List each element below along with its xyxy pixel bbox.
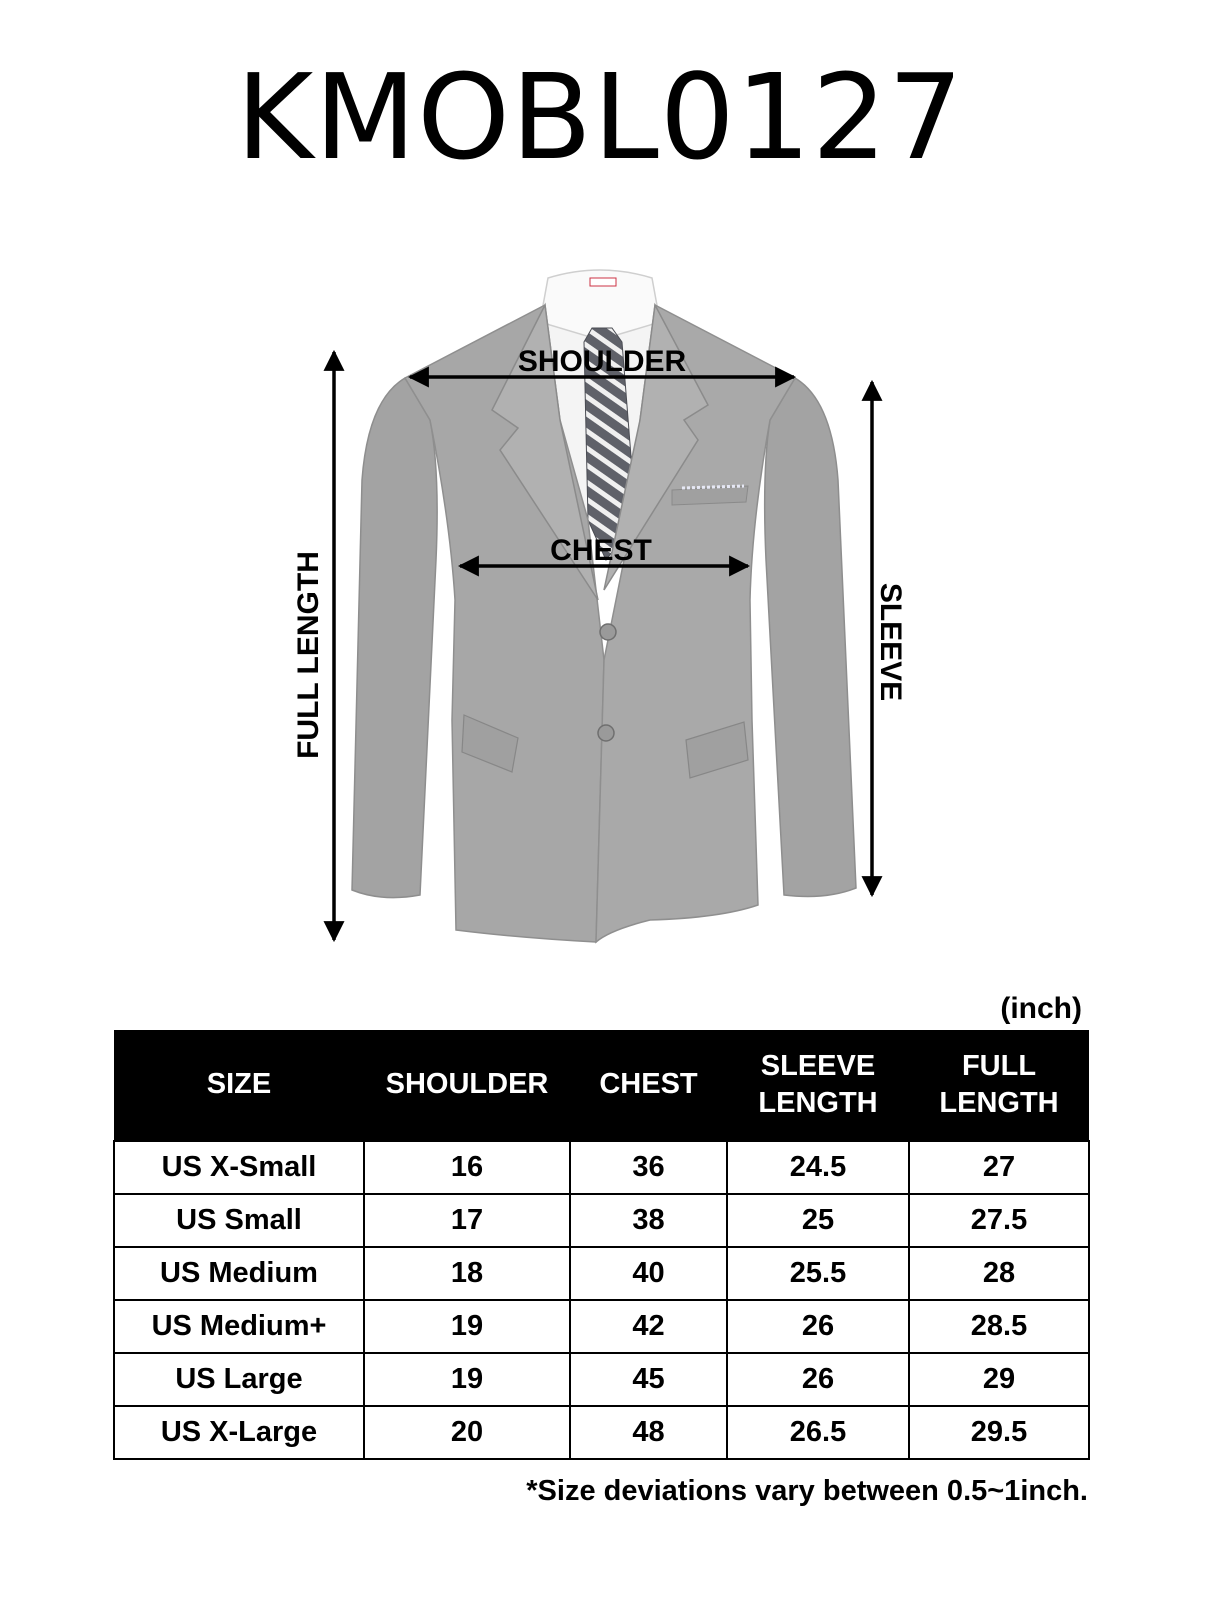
header-sleeve-length-text: SLEEVE LENGTH [758, 1049, 878, 1119]
cell-chest: 42 [570, 1300, 727, 1353]
cell-size: US X-Large [114, 1406, 364, 1459]
cell-size: US Large [114, 1353, 364, 1406]
cell-shoulder: 19 [364, 1353, 570, 1406]
cell-sleeve-length: 25 [727, 1194, 909, 1247]
header-sleeve-length [727, 1030, 909, 1141]
cell-full-length: 29.5 [909, 1406, 1089, 1459]
cell-chest: 45 [570, 1353, 727, 1406]
jacket-button-bottom [598, 725, 614, 741]
cell-full-length: 28 [909, 1247, 1089, 1300]
header-shoulder: SHOULDER [364, 1030, 570, 1141]
cell-full-length: 29 [909, 1353, 1089, 1406]
cell-shoulder: 17 [364, 1194, 570, 1247]
cell-size: US Small [114, 1194, 364, 1247]
header-chest: CHEST [570, 1030, 727, 1141]
table-header-row [114, 1030, 1089, 1141]
cell-shoulder: 19 [364, 1300, 570, 1353]
right-sleeve [765, 378, 856, 896]
cell-size: US Medium [114, 1247, 364, 1300]
cell-shoulder: 16 [364, 1141, 570, 1194]
cell-full-length: 27.5 [909, 1194, 1089, 1247]
cell-chest: 40 [570, 1247, 727, 1300]
shoulder-label: SHOULDER [517, 345, 687, 378]
table-row [114, 1141, 1089, 1194]
cell-shoulder: 18 [364, 1247, 570, 1300]
cell-chest: 38 [570, 1194, 727, 1247]
size-chart-table [113, 1030, 1090, 1460]
jacket-button-top [600, 624, 616, 640]
cell-sleeve-length: 25.5 [727, 1247, 909, 1300]
cell-chest: 48 [570, 1406, 727, 1459]
table-row [114, 1194, 1089, 1247]
table-row [114, 1300, 1089, 1353]
chest-label: CHEST [550, 534, 652, 567]
cell-full-length: 28.5 [909, 1300, 1089, 1353]
left-sleeve [352, 378, 437, 898]
full-length-label: FULL LENGTH [292, 551, 325, 759]
collar-label [590, 278, 616, 286]
cell-size: US Medium+ [114, 1300, 364, 1353]
header-full-length-text: FULL LENGTH [939, 1049, 1059, 1119]
table-row [114, 1353, 1089, 1406]
header-size: SIZE [114, 1030, 364, 1141]
cell-size: US X-Small [114, 1141, 364, 1194]
cell-shoulder: 20 [364, 1406, 570, 1459]
table-row [114, 1406, 1089, 1459]
cell-sleeve-length: 26 [727, 1300, 909, 1353]
cell-sleeve-length: 24.5 [727, 1141, 909, 1194]
sleeve-label: SLEEVE [874, 582, 907, 702]
cell-full-length: 27 [909, 1141, 1089, 1194]
jacket-measurement-diagram [0, 250, 1230, 970]
cell-chest: 36 [570, 1141, 727, 1194]
page-title: KMOBL0127 [235, 48, 965, 186]
unit-label: (inch) [1000, 992, 1082, 1025]
table-row [114, 1247, 1089, 1300]
cell-sleeve-length: 26.5 [727, 1406, 909, 1459]
cell-sleeve-length: 26 [727, 1353, 909, 1406]
size-deviation-note: *Size deviations vary between 0.5~1inch. [526, 1475, 1088, 1507]
header-full-length [909, 1030, 1089, 1141]
